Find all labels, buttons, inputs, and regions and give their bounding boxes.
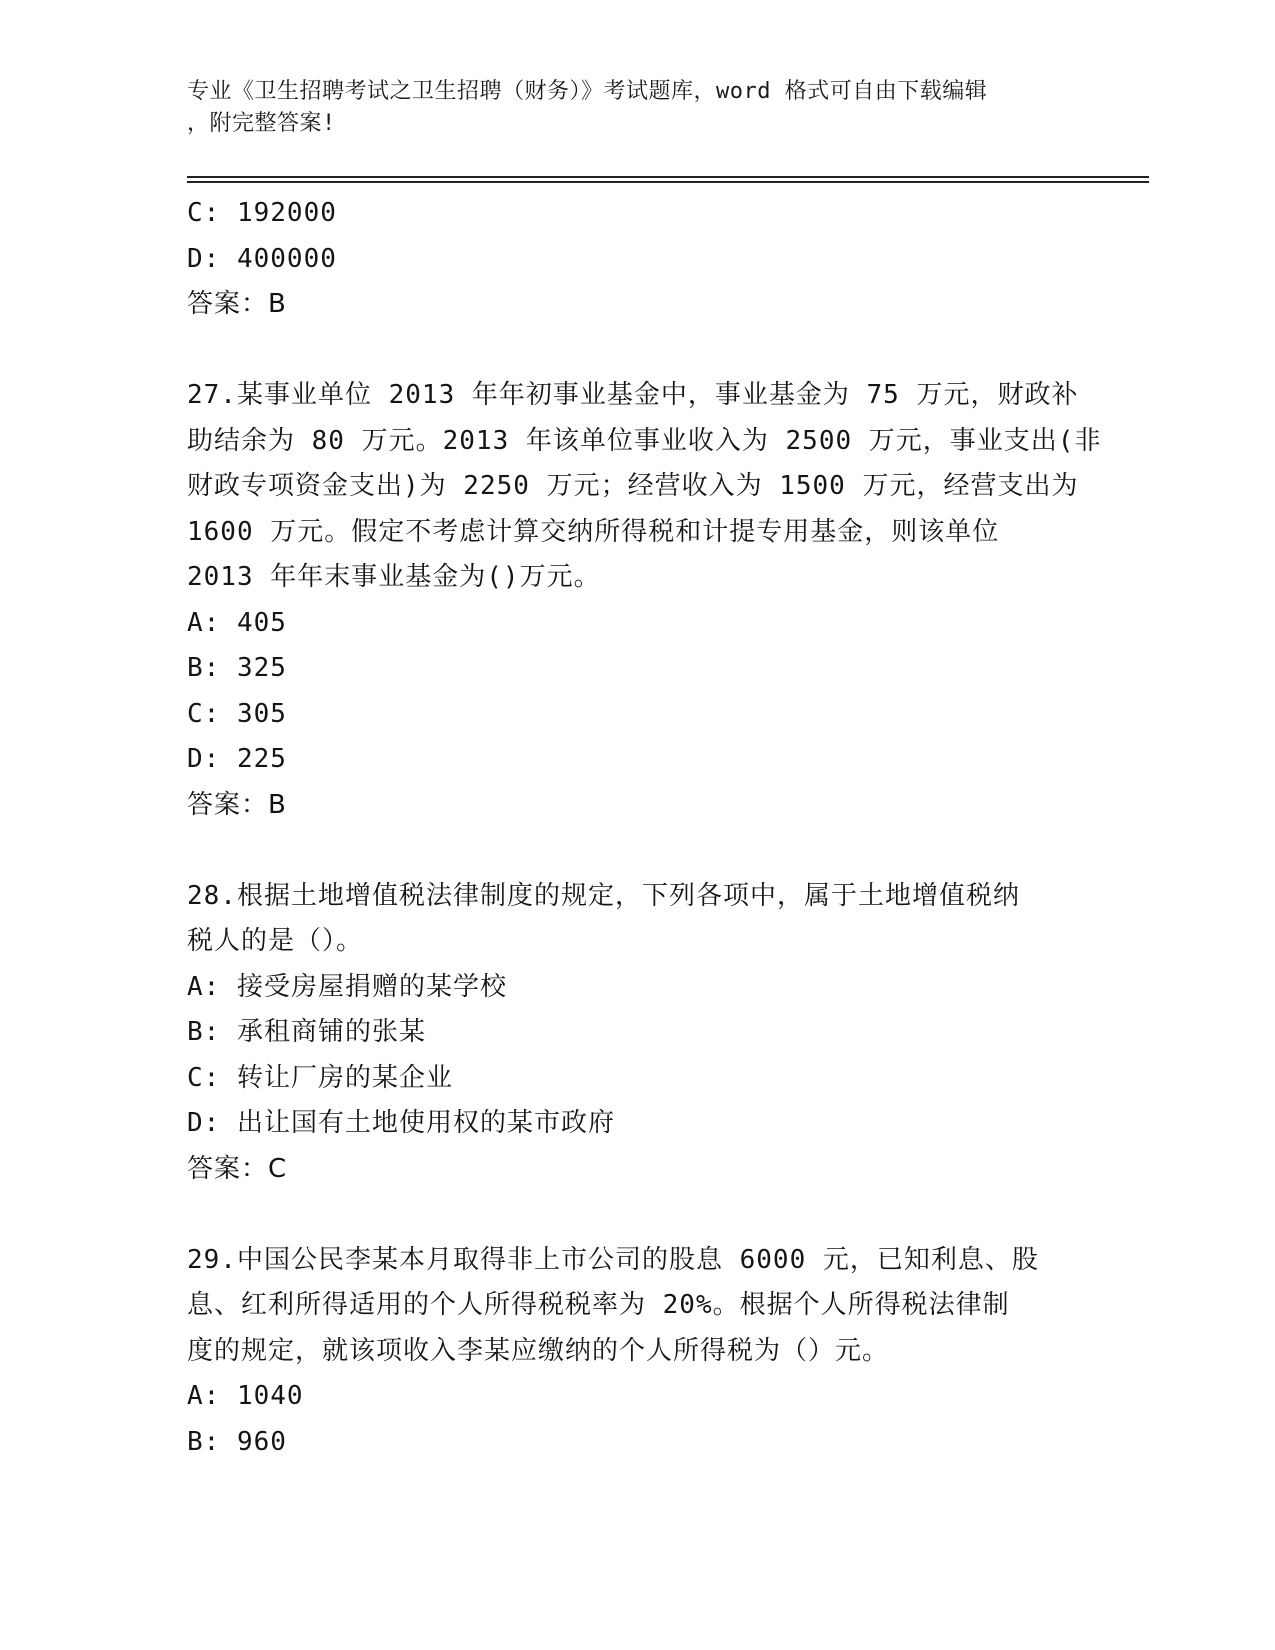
option-a: A: 1040 xyxy=(187,1381,304,1411)
question-text-line: 财政专项资金支出)为 2250 万元；经营收入为 1500 万元，经营支出为 xyxy=(187,471,1079,501)
spacer xyxy=(187,1192,1087,1238)
question-27 xyxy=(187,373,1102,828)
question-text-line: 税人的是（）。 xyxy=(187,926,364,956)
spacer xyxy=(187,828,1087,874)
option-b: B: 承租商铺的张某 xyxy=(187,1017,426,1047)
question-text-line: 息、红利所得适用的个人所得税税率为 20%。根据个人所得税法律制 xyxy=(187,1290,1010,1320)
option-d: D: 400000 xyxy=(187,243,337,274)
header-title-line-1: 专业《卫生招聘考试之卫生招聘（财务）》考试题库，word 格式可自由下载编辑 xyxy=(187,79,988,104)
header-divider-top xyxy=(187,176,1149,178)
question-text-line: 29.中国公民李某本月取得非上市公司的股息 6000 元，已知利息、股 xyxy=(187,1244,1039,1275)
question-text-line: 助结余为 80 万元。2013 年该单位事业收入为 2500 万元，事业支出(非 xyxy=(187,425,1102,456)
option-c: C: 192000 xyxy=(187,198,337,228)
option-c: C: 转让厂房的某企业 xyxy=(187,1062,453,1093)
option-d: D: 225 xyxy=(187,744,287,774)
question-26-tail xyxy=(187,191,1087,328)
option-a: A: 接受房屋捐赠的某学校 xyxy=(187,971,507,1002)
question-text-line: 27.某事业单位 2013 年年初事业基金中，事业基金为 75 万元，财政补 xyxy=(187,380,1079,410)
question-text-line: 2013 年年末事业基金为()万元。 xyxy=(187,562,601,592)
question-text-line: 度的规定，就该项收入李某应缴纳的个人所得税为（）元。 xyxy=(187,1335,890,1366)
answer-label: 答案：B xyxy=(187,789,287,820)
question-29 xyxy=(187,1238,1087,1466)
answer-label: 答案：C xyxy=(187,1153,288,1184)
spacer xyxy=(187,328,1087,374)
header-title-line-2: ，附完整答案! xyxy=(187,111,336,136)
option-c: C: 305 xyxy=(187,698,287,729)
option-a: A: 405 xyxy=(187,607,287,638)
option-b: B: 960 xyxy=(187,1426,287,1457)
question-28 xyxy=(187,874,1087,1193)
option-d: D: 出让国有土地使用权的某市政府 xyxy=(187,1108,615,1138)
answer-label: 答案：B xyxy=(187,289,287,319)
question-text-line: 1600 万元。假定不考虑计算交纳所得税和计提专用基金，则该单位 xyxy=(187,516,1000,547)
question-list xyxy=(187,191,1102,1465)
document-header xyxy=(187,76,1087,140)
header-divider-bottom xyxy=(187,181,1149,183)
option-b: B: 325 xyxy=(187,653,287,683)
question-text-line: 28.根据土地增值税法律制度的规定，下列各项中，属于土地增值税纳 xyxy=(187,880,1020,911)
